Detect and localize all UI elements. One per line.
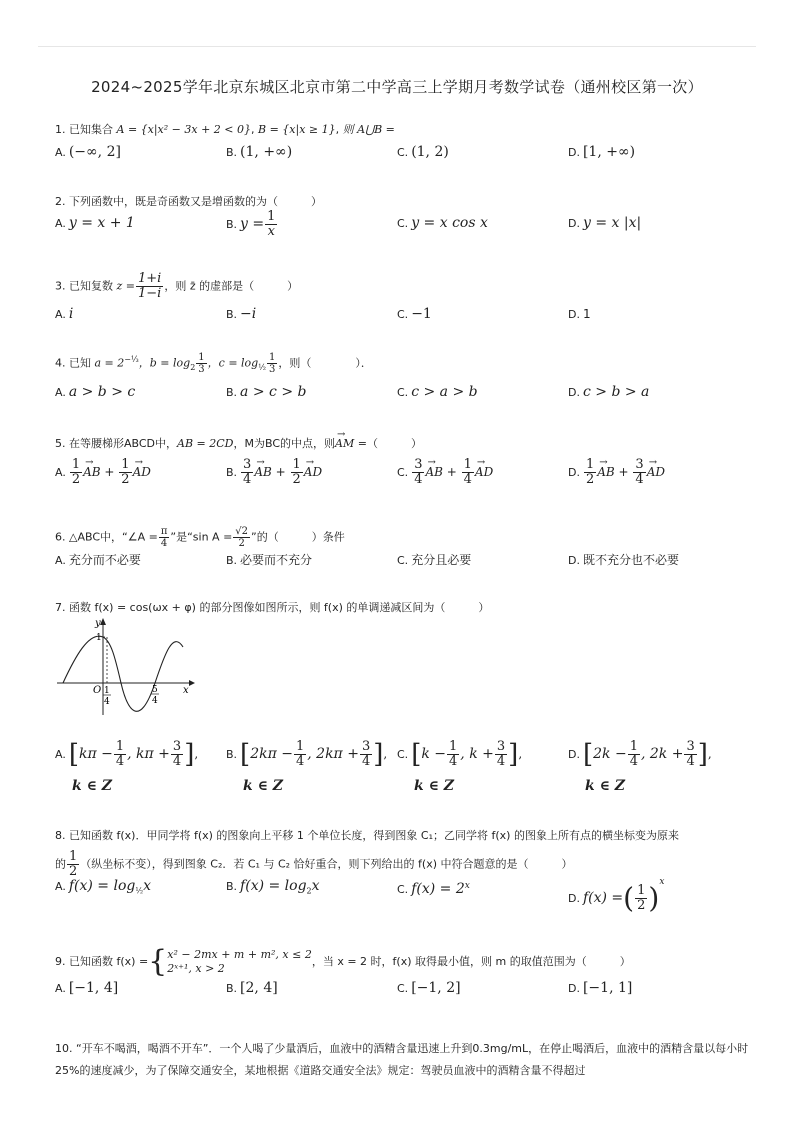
numerator: 1 — [463, 457, 472, 472]
q1-stem-text: 1. 已知集合 — [55, 123, 113, 136]
q7-option-a[interactable] — [55, 740, 198, 769]
option-label: A. — [55, 146, 66, 159]
q3-z: z = — [116, 279, 136, 293]
left-paren: ( — [623, 881, 635, 915]
option-label: C. — [397, 146, 409, 159]
option-label: C. — [397, 982, 409, 995]
left-bracket: [ — [582, 739, 594, 770]
q4-option-c[interactable] — [397, 384, 478, 401]
question-4-stem — [55, 352, 372, 376]
option-label: D. — [568, 982, 580, 995]
option-value: y = — [240, 216, 265, 232]
question-2-stem: 2. 下列函数中，既是奇函数又是增函数的为（ ） — [55, 195, 322, 208]
option-value: (−∞, 2] — [68, 144, 121, 160]
q4-b: ，b = log — [138, 356, 191, 370]
option-label: C. — [397, 217, 409, 230]
vector: → AD — [647, 464, 665, 480]
option-label: C. — [397, 554, 409, 567]
q5-stem-mid: ，M为BC的中点，则 — [233, 437, 336, 450]
option-value: f(x) = log — [68, 878, 136, 894]
vector: → AB — [425, 464, 442, 480]
y-axis-label: y — [95, 618, 101, 629]
option-label: A. — [55, 554, 66, 567]
q7-option-d[interactable] — [568, 740, 712, 769]
q8-option-a[interactable] — [55, 878, 151, 899]
option-value: 充分而不必要 — [68, 553, 141, 567]
option-label: A. — [55, 982, 66, 995]
q6-option-b[interactable] — [226, 552, 312, 569]
option-label: C. — [397, 308, 409, 321]
option-label: B. — [226, 218, 238, 231]
numerator: 3 — [172, 739, 182, 754]
fraction — [412, 458, 424, 487]
numerator: 3 — [414, 457, 423, 472]
option-value: (1, 2) — [411, 144, 449, 160]
vector: → AB — [597, 464, 614, 480]
left-bracket: [ — [411, 739, 422, 770]
left-bracket: [ — [240, 739, 251, 770]
option-label: D. — [568, 308, 580, 321]
option-label: C. — [397, 386, 409, 399]
option-value: 1 — [582, 307, 591, 321]
numerator: 1 — [637, 883, 646, 898]
fraction — [291, 458, 303, 487]
numerator: 1+i — [138, 271, 162, 286]
q4-option-a[interactable] — [55, 384, 135, 401]
option-left: 2k − — [593, 746, 627, 762]
question-3-stem — [55, 272, 298, 301]
comma: , — [707, 747, 712, 761]
vector: → AB — [83, 464, 100, 480]
q9-option-c[interactable] — [397, 980, 461, 997]
vector: → AD — [475, 464, 493, 480]
option-value: −1 — [411, 306, 432, 322]
option-label: B. — [226, 554, 238, 567]
option-label: D. — [568, 217, 580, 230]
q4-c: ，c = log — [207, 356, 259, 370]
vector: → AD — [133, 464, 151, 480]
numerator: 3 — [243, 457, 252, 472]
case-2: 2ˣ⁺¹, x > 2 — [167, 962, 225, 975]
q1-option-b[interactable] — [226, 144, 292, 161]
q3-option-b[interactable] — [226, 306, 256, 323]
fraction — [462, 458, 474, 487]
q4-c-base: ½ — [258, 362, 266, 372]
denominator: 4 — [629, 754, 638, 769]
denominator: 4 — [463, 472, 472, 487]
right-paren: ) — [648, 881, 660, 915]
denominator: 2 — [71, 472, 81, 487]
numerator: 1 — [121, 457, 130, 472]
option-label: B. — [226, 386, 238, 399]
fraction — [233, 526, 250, 549]
question-9-stem — [55, 944, 631, 979]
option-label: D. — [568, 892, 580, 905]
fraction — [360, 740, 372, 769]
option-value: 既不充分也不必要 — [582, 553, 679, 567]
q4-stem-post: ，则（ ）． — [278, 356, 372, 370]
option-left: kπ − — [78, 746, 113, 762]
numerator: 1 — [295, 739, 305, 754]
numerator: 1 — [69, 849, 78, 864]
q4-option-d[interactable] — [568, 384, 649, 401]
exponent: x — [659, 877, 665, 887]
question-6-stem — [55, 526, 345, 549]
option-label: B. — [226, 982, 238, 995]
option-label: A. — [55, 880, 66, 893]
numerator: 1 — [268, 352, 276, 364]
denominator: 2 — [637, 898, 646, 913]
right-bracket: ] — [373, 739, 384, 770]
q3-option-a[interactable] — [55, 306, 73, 323]
q4-stem-text: 4. 已知 — [55, 356, 91, 370]
question-8-stem-line1: 8. 已知函数 f(x)．甲同学将 f(x) 的图象向上平移 1 个单位长度，得到图象 C₁；乙同学将 f(x) 的图象上所有点的横坐标变为原来 — [55, 829, 679, 842]
option-value: (1, +∞) — [240, 144, 293, 160]
fraction — [67, 850, 79, 879]
option-value: [1, +∞) — [582, 144, 636, 160]
x-axis-arrow — [189, 680, 195, 686]
origin-label: O — [93, 685, 102, 696]
option-value: [−1, 1] — [582, 980, 633, 996]
denominator: 4 — [115, 754, 125, 769]
q1-stem-post: 则 A⋃B = — [342, 123, 395, 136]
q9-option-b[interactable] — [226, 980, 278, 997]
q9-stem-text: 9. 已知函数 f(x) = — [55, 955, 149, 968]
vector: → AB — [254, 464, 271, 480]
denominator: 4 — [243, 472, 252, 487]
denominator: x — [267, 224, 275, 239]
denominator: 2 — [121, 472, 130, 487]
option-right: , kπ + — [127, 746, 170, 762]
q6-option-a[interactable] — [55, 552, 141, 569]
q5-stem-text: 5. 在等腰梯形ABCD中， — [55, 437, 178, 450]
option-value: [−1, 4] — [68, 980, 119, 996]
q7-option-a-k: k ∈ Z — [72, 778, 113, 794]
q3-stem-post: ，则 z̄ 的虚部是（ ） — [164, 279, 299, 293]
option-label: D. — [568, 748, 580, 761]
option-value: f(x) = 2 — [411, 881, 465, 897]
numerator: 3 — [635, 457, 644, 472]
option-left: 2kπ − — [250, 746, 293, 762]
case-1: x² − 2mx + m + m², x ≤ 2 — [167, 948, 312, 961]
fraction — [633, 458, 645, 487]
numerator: 3 — [496, 739, 506, 754]
option-label: A. — [55, 308, 66, 321]
option-value: 充分且必要 — [411, 553, 472, 567]
q2-option-a[interactable] — [55, 215, 135, 232]
q5-option-a[interactable]: A. $\frac{1}{2}$ → AB + $\frac{1}{2}$ → AD — [55, 458, 151, 487]
denominator: 3 — [198, 364, 205, 376]
option-label: B. — [226, 146, 238, 159]
option-value: f(x) = log — [240, 878, 307, 894]
x-axis-label: x — [183, 685, 189, 696]
q6-option-c[interactable] — [397, 552, 471, 569]
denominator: 4 — [496, 754, 506, 769]
q3-stem-text: 3. 已知复数 — [55, 279, 113, 293]
q3-option-d[interactable] — [568, 306, 591, 323]
question-8-stem-line2 — [55, 850, 573, 879]
q7-option-c[interactable] — [397, 740, 522, 769]
fraction — [241, 458, 253, 487]
fraction — [171, 740, 183, 769]
log-base: 2 — [306, 886, 312, 896]
option-label: B. — [226, 466, 238, 479]
comma: , — [383, 747, 388, 761]
option-value: y = x + 1 — [68, 215, 135, 231]
q9-option-a[interactable] — [55, 980, 118, 997]
question-1-stem: 1. 已知集合 A = {x|x² − 3x + 2 < 0}, B = {x|x ≥ 1}, 则 A⋃B = — [55, 123, 395, 136]
numerator: √2 — [235, 526, 249, 537]
denominator: 2 — [238, 538, 245, 549]
denominator: 2 — [292, 472, 301, 487]
q1-option-d[interactable] — [568, 144, 635, 161]
left-brace: { — [148, 944, 168, 979]
q8-stem-post: （纵坐标不变），得到图象 C₂．若 C₁ 与 C₂ 恰好重合，则下列给出的 f(x) 中符合题意的是（ ） — [80, 857, 573, 871]
q6-stem-mid: ”是“sin A = — [170, 530, 233, 544]
fraction — [584, 458, 596, 487]
option-value: y = x |x| — [582, 215, 642, 231]
comma: , — [518, 747, 523, 761]
denominator: 2 — [585, 472, 595, 487]
five-quarter-num: 5 — [152, 685, 158, 695]
q4-a: a = 2 — [94, 356, 125, 370]
q5-option-c[interactable]: C. $\frac{3}{4}$ → AB + $\frac{1}{4}$ → AD — [397, 458, 493, 487]
question-7-stem: 7. 函数 f(x) = cos(ωx + φ) 的部分图像如图所示，则 f(x) 的单调递减区间为（ ） — [55, 601, 490, 614]
question-10-passage: 10. “开车不喝酒，喝酒不开车”．一个人喝了少量酒后，血液中的酒精含量迅速上升到0.3mg/mL，在停止喝酒后，血液中的酒精含量以每小时25%的速度减少，为了保障交通安全，某地根据《道路交通安全法》规定：驾驶员血液中的酒精含量不得超过 — [55, 1042, 749, 1077]
denominator: 3 — [268, 364, 276, 376]
q5-target-vector: → AM — [335, 436, 354, 452]
fraction — [267, 352, 277, 375]
fraction — [114, 740, 126, 769]
option-left: k − — [421, 746, 447, 762]
q5-option-b[interactable]: B. $\frac{3}{4}$ → AB + $\frac{1}{2}$ → AD — [226, 458, 322, 487]
option-label: D. — [568, 554, 580, 567]
q1-set-a: A = {x|x² − 3x + 2 < 0} — [116, 123, 252, 136]
exponent: x — [464, 881, 470, 891]
option-label: A. — [55, 466, 66, 479]
option-value: c > a > b — [411, 384, 478, 400]
option-value: a > c > b — [240, 384, 307, 400]
denominator: 4 — [361, 754, 371, 769]
option-label: A. — [55, 748, 66, 761]
q7-option-b[interactable] — [226, 740, 387, 769]
option-value: [2, 4] — [240, 980, 278, 996]
y-one-label: 1 — [96, 633, 102, 643]
fraction — [70, 458, 82, 487]
denominator: 4 — [686, 754, 695, 769]
option-tail: x — [143, 878, 151, 894]
log-base: ½ — [135, 886, 144, 896]
q8-stem-text: 的 — [55, 857, 66, 871]
quarter-num: 1 — [104, 686, 110, 696]
option-value: c > b > a — [582, 384, 650, 400]
option-label: A. — [55, 217, 66, 230]
option-label: D. — [568, 146, 580, 159]
q1-set-b: B = {x|x ≥ 1} — [258, 123, 336, 136]
fraction — [196, 352, 206, 375]
option-value: i — [68, 306, 74, 322]
q7-option-b-k: k ∈ Z — [243, 778, 284, 794]
top-rule — [38, 46, 756, 47]
q2-option-d[interactable] — [568, 215, 641, 232]
y-axis-arrow — [100, 618, 106, 625]
q8-option-c[interactable] — [397, 878, 470, 898]
option-label: D. — [568, 386, 580, 399]
numerator: 1 — [267, 209, 276, 224]
q4-option-b[interactable] — [226, 384, 306, 401]
denominator: 4 — [172, 754, 182, 769]
denominator: 4 — [414, 472, 423, 487]
option-label: C. — [397, 883, 409, 896]
fraction — [119, 458, 131, 487]
fraction — [628, 740, 640, 769]
q7-cosine-graph — [55, 617, 195, 717]
q9-stem-post: ，当 x = 2 时，f(x) 取得最小值，则 m 的取值范围为（ ） — [311, 955, 631, 968]
numerator: 1 — [198, 352, 205, 364]
fraction — [684, 740, 696, 769]
comma: , — [194, 747, 199, 761]
q1-option-a[interactable] — [55, 144, 121, 161]
q4-a-exponent: −⅓ — [124, 355, 139, 364]
denominator: 4 — [295, 754, 305, 769]
option-tail: x — [311, 878, 320, 894]
q4-b-base: 2 — [190, 362, 196, 372]
option-value: [−1, 2] — [411, 980, 461, 996]
q8-option-d[interactable] — [568, 874, 664, 913]
q2-option-b[interactable] — [226, 210, 278, 239]
denominator: 4 — [449, 754, 458, 769]
option-label: C. — [397, 466, 409, 479]
q6-stem-post: ”的（ ）条件 — [251, 530, 345, 544]
numerator: 3 — [686, 739, 695, 754]
option-label: B. — [226, 308, 238, 321]
q1-option-c[interactable] — [397, 144, 449, 161]
option-value: y = x cos x — [411, 215, 488, 231]
q6-stem-text: 6. △ABC中，“∠A = — [55, 530, 158, 544]
quarter-den: 4 — [104, 697, 110, 707]
numerator: 1 — [585, 457, 595, 472]
numerator: 1 — [629, 739, 638, 754]
page-title: 2024~2025学年北京东城区北京市第二中学高三上学期月考数学试卷（通州校区第一次） — [91, 78, 703, 96]
option-label: B. — [226, 880, 238, 893]
numerator: 1 — [292, 457, 301, 472]
denominator: 4 — [160, 538, 168, 549]
q5-stem-post: =（ ） — [354, 437, 422, 450]
numerator: π — [160, 526, 168, 537]
five-quarter-den: 4 — [152, 696, 158, 706]
numerator: 1 — [71, 457, 81, 472]
left-bracket: [ — [68, 739, 79, 770]
q6-option-d[interactable] — [568, 552, 679, 569]
option-right: , 2kπ + — [307, 746, 359, 762]
numerator: 3 — [361, 739, 371, 754]
option-value: 必要而不充分 — [240, 553, 313, 567]
cosine-curve — [63, 636, 183, 711]
fraction — [136, 272, 163, 301]
right-bracket: ] — [508, 739, 519, 770]
option-label: D. — [568, 466, 580, 479]
q8-option-b[interactable] — [226, 878, 320, 899]
option-right: , 2k + — [640, 746, 684, 762]
denominator: 1−i — [138, 286, 162, 301]
question-5-stem — [55, 436, 422, 452]
denominator: 4 — [635, 472, 644, 487]
right-bracket: ] — [697, 739, 708, 770]
option-right: , k + — [460, 746, 494, 762]
q7-option-c-k: k ∈ Z — [414, 778, 455, 794]
vector: → AD — [304, 464, 322, 480]
fraction — [265, 210, 277, 239]
q7-option-d-k: k ∈ Z — [585, 778, 626, 794]
fraction — [447, 740, 459, 769]
option-label: A. — [55, 386, 66, 399]
option-value: −i — [240, 306, 257, 322]
fraction — [159, 526, 170, 549]
fraction — [495, 740, 507, 769]
numerator: 1 — [449, 739, 458, 754]
q2-option-c[interactable] — [397, 215, 488, 232]
denominator: 2 — [69, 864, 78, 879]
piecewise-cases — [167, 948, 312, 976]
option-value: a > b > c — [68, 384, 136, 400]
option-value: f(x) = — [582, 890, 624, 906]
q3-option-c[interactable] — [397, 306, 432, 323]
q5-option-d[interactable]: D. $\frac{1}{2}$ → AB + $\frac{3}{4}$ → AD — [568, 458, 665, 487]
option-label: C. — [397, 748, 409, 761]
fraction — [294, 740, 306, 769]
numerator: 1 — [115, 739, 125, 754]
q9-option-d[interactable] — [568, 980, 632, 997]
q5-condition: AB = 2CD — [177, 437, 234, 450]
fraction — [635, 884, 647, 913]
right-bracket: ] — [184, 739, 195, 770]
option-label: B. — [226, 748, 238, 761]
